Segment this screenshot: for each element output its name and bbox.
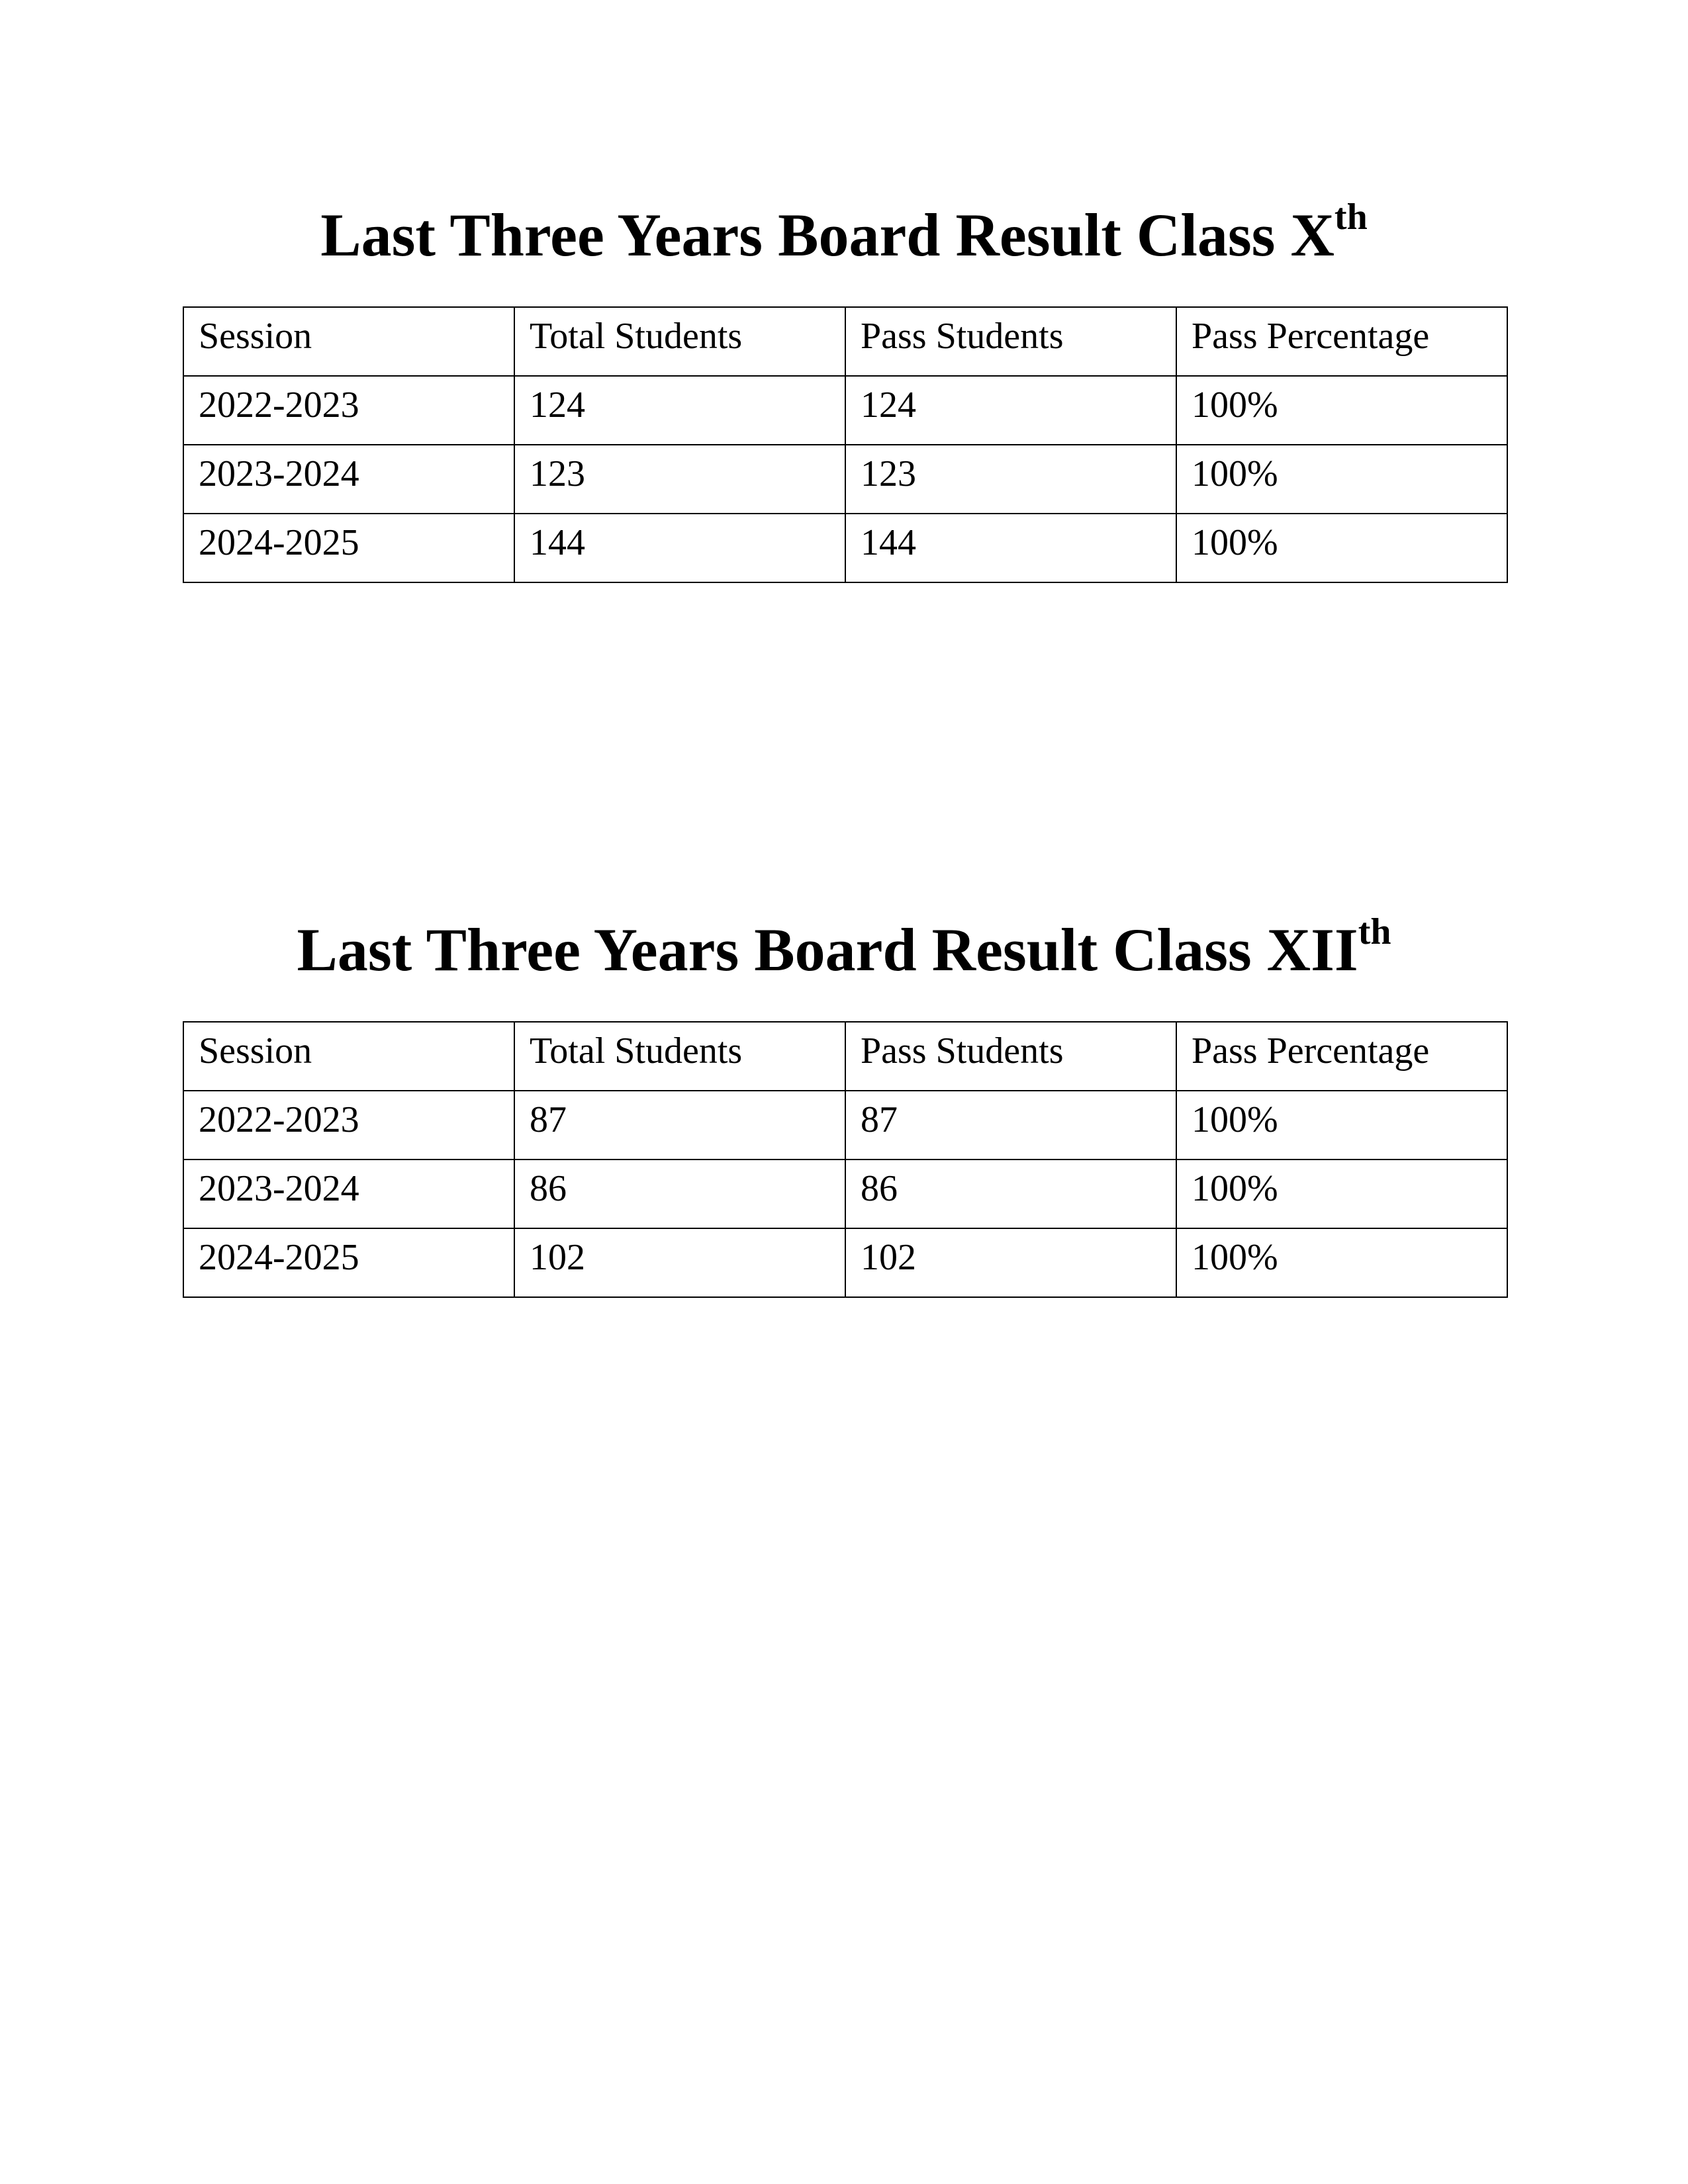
header-cell: Session — [183, 1022, 514, 1091]
table-cell: 2022-2023 — [183, 376, 514, 445]
class-xii-title — [0, 907, 1688, 993]
class-xii-title-sup: th — [1358, 911, 1391, 953]
table-row — [183, 514, 1507, 582]
table-cell: 100% — [1176, 1091, 1507, 1160]
table-cell: 100% — [1176, 514, 1507, 582]
table-row — [183, 376, 1507, 445]
table-cell: 2023-2024 — [183, 1160, 514, 1228]
table-cell: 87 — [514, 1091, 845, 1160]
table-header-row — [183, 1022, 1507, 1091]
table-cell: 144 — [845, 514, 1176, 582]
table-cell: 102 — [845, 1228, 1176, 1297]
table-cell: 100% — [1176, 1228, 1507, 1297]
class-x-title-text: Last Three Years Board Result Class X — [320, 201, 1335, 269]
header-cell: Pass Students — [845, 307, 1176, 376]
table-cell: 2024-2025 — [183, 514, 514, 582]
header-cell: Total Students — [514, 307, 845, 376]
table-cell: 124 — [845, 376, 1176, 445]
header-cell: Total Students — [514, 1022, 845, 1091]
class-x-result-table — [183, 306, 1508, 583]
table-row — [183, 1091, 1507, 1160]
table-cell: 123 — [514, 445, 845, 514]
table-cell: 123 — [845, 445, 1176, 514]
table-cell: 100% — [1176, 1160, 1507, 1228]
table-cell: 102 — [514, 1228, 845, 1297]
table-header-row — [183, 307, 1507, 376]
header-cell: Pass Students — [845, 1022, 1176, 1091]
table-cell: 124 — [514, 376, 845, 445]
table-cell: 2024-2025 — [183, 1228, 514, 1297]
table-cell: 2022-2023 — [183, 1091, 514, 1160]
class-xii-result-section — [0, 907, 1688, 1278]
table-cell: 100% — [1176, 376, 1507, 445]
class-xii-result-table — [183, 1021, 1508, 1298]
table-cell: 86 — [845, 1160, 1176, 1228]
table-row — [183, 1228, 1507, 1297]
class-xii-title-text: Last Three Years Board Result Class XII — [297, 916, 1358, 983]
table-cell: 100% — [1176, 445, 1507, 514]
table-row — [183, 1160, 1507, 1228]
class-x-result-section — [0, 192, 1688, 563]
table-cell: 87 — [845, 1091, 1176, 1160]
table-cell: 144 — [514, 514, 845, 582]
header-cell: Pass Percentage — [1176, 1022, 1507, 1091]
table-cell: 86 — [514, 1160, 845, 1228]
table-row — [183, 445, 1507, 514]
header-cell: Pass Percentage — [1176, 307, 1507, 376]
class-x-title — [0, 192, 1688, 278]
header-cell: Session — [183, 307, 514, 376]
class-x-title-sup: th — [1334, 197, 1368, 238]
table-cell: 2023-2024 — [183, 445, 514, 514]
